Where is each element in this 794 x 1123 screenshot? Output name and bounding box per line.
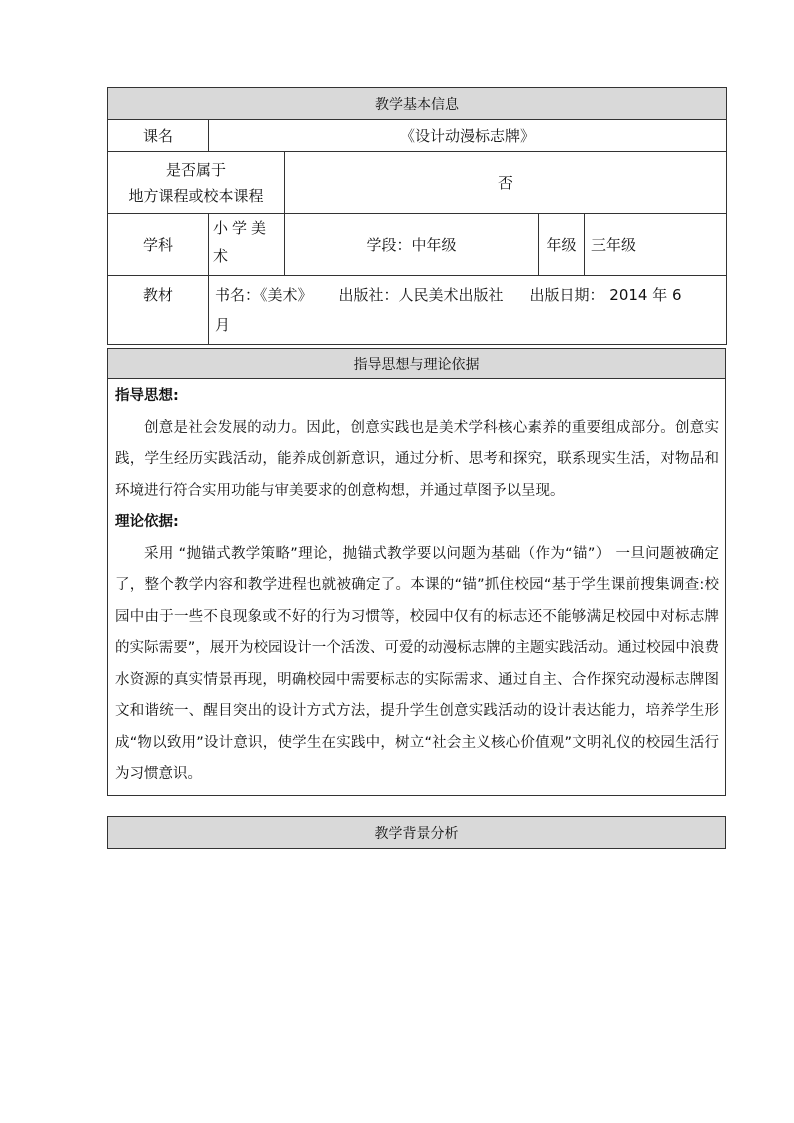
grade-label: 年级 bbox=[539, 214, 585, 276]
local-course-label-line1: 是否属于 bbox=[165, 160, 226, 179]
grade-value: 三年级 bbox=[585, 214, 727, 276]
basic-info-header: 教学基本信息 bbox=[108, 88, 727, 120]
guidance-section bbox=[107, 348, 726, 796]
material-label: 教材 bbox=[108, 276, 209, 345]
stage-value: 学段：中年级 bbox=[285, 214, 539, 276]
material-publisher: 出版社：人民美术出版社 bbox=[338, 286, 504, 304]
idea-heading: 指导思想: bbox=[115, 388, 179, 404]
material-date-suffix: 月 bbox=[215, 316, 231, 334]
material-book: 书名：《美术》 bbox=[215, 286, 313, 304]
material-date: 出版日期： 2014 年 6 bbox=[529, 286, 682, 304]
theory-paragraph: 采用 “抛锚式教学策略”理论，抛锚式教学要以问题为基础（作为“锚”） 一旦问题被确定了，整个教学内容和教学进程也就被确定了。本课的“锚”抓住校园“基于学生课前搜集调查:校园中由于一些不良现象或不好的行为习惯等，校园中仅有的标志还不能够满足校园中对标志牌的实际需要”，展开为校园设计一个活泼、可爱的动漫标志牌的主题实践活动。通过校园中浪费水资源的真实情景再现，明确校园中需要标志的实际需求、通过自主、合作探究动漫标志牌图文和谐统一、醒目突出的设计方式方法，提升学生创意实践活动的设计表达能力，培养学生形成“物以致用”设计意识，使学生在实践中，树立“社会主义核心价值观”文明礼仪的校园生活行为习惯意识。 bbox=[115, 545, 719, 782]
background-analysis-header: 教学背景分析 bbox=[107, 816, 726, 849]
guidance-header: 指导思想与理论依据 bbox=[108, 349, 725, 379]
subject-label: 学科 bbox=[108, 214, 209, 276]
material-value bbox=[209, 276, 727, 345]
local-course-label-line2: 地方课程或校本课程 bbox=[128, 186, 264, 205]
course-label: 课名 bbox=[108, 120, 209, 152]
local-course-label bbox=[108, 152, 285, 214]
idea-paragraph: 创意是社会发展的动力。因此，创意实践也是美术学科核心素养的重要组成部分。创意实践，学生经历实践活动，能养成创新意识，通过分析、思考和探究，联系现实生活，对物品和环境进行符合实用功能与审美要求的创意构想，并通过草图予以呈现。 bbox=[115, 419, 719, 499]
subject-value: 小学美术 bbox=[209, 214, 285, 276]
guidance-body bbox=[108, 379, 725, 795]
theory-heading: 理论依据: bbox=[115, 514, 179, 530]
course-value: 《设计动漫标志牌》 bbox=[209, 120, 727, 152]
local-course-value: 否 bbox=[285, 152, 727, 214]
basic-info-table bbox=[107, 87, 726, 345]
